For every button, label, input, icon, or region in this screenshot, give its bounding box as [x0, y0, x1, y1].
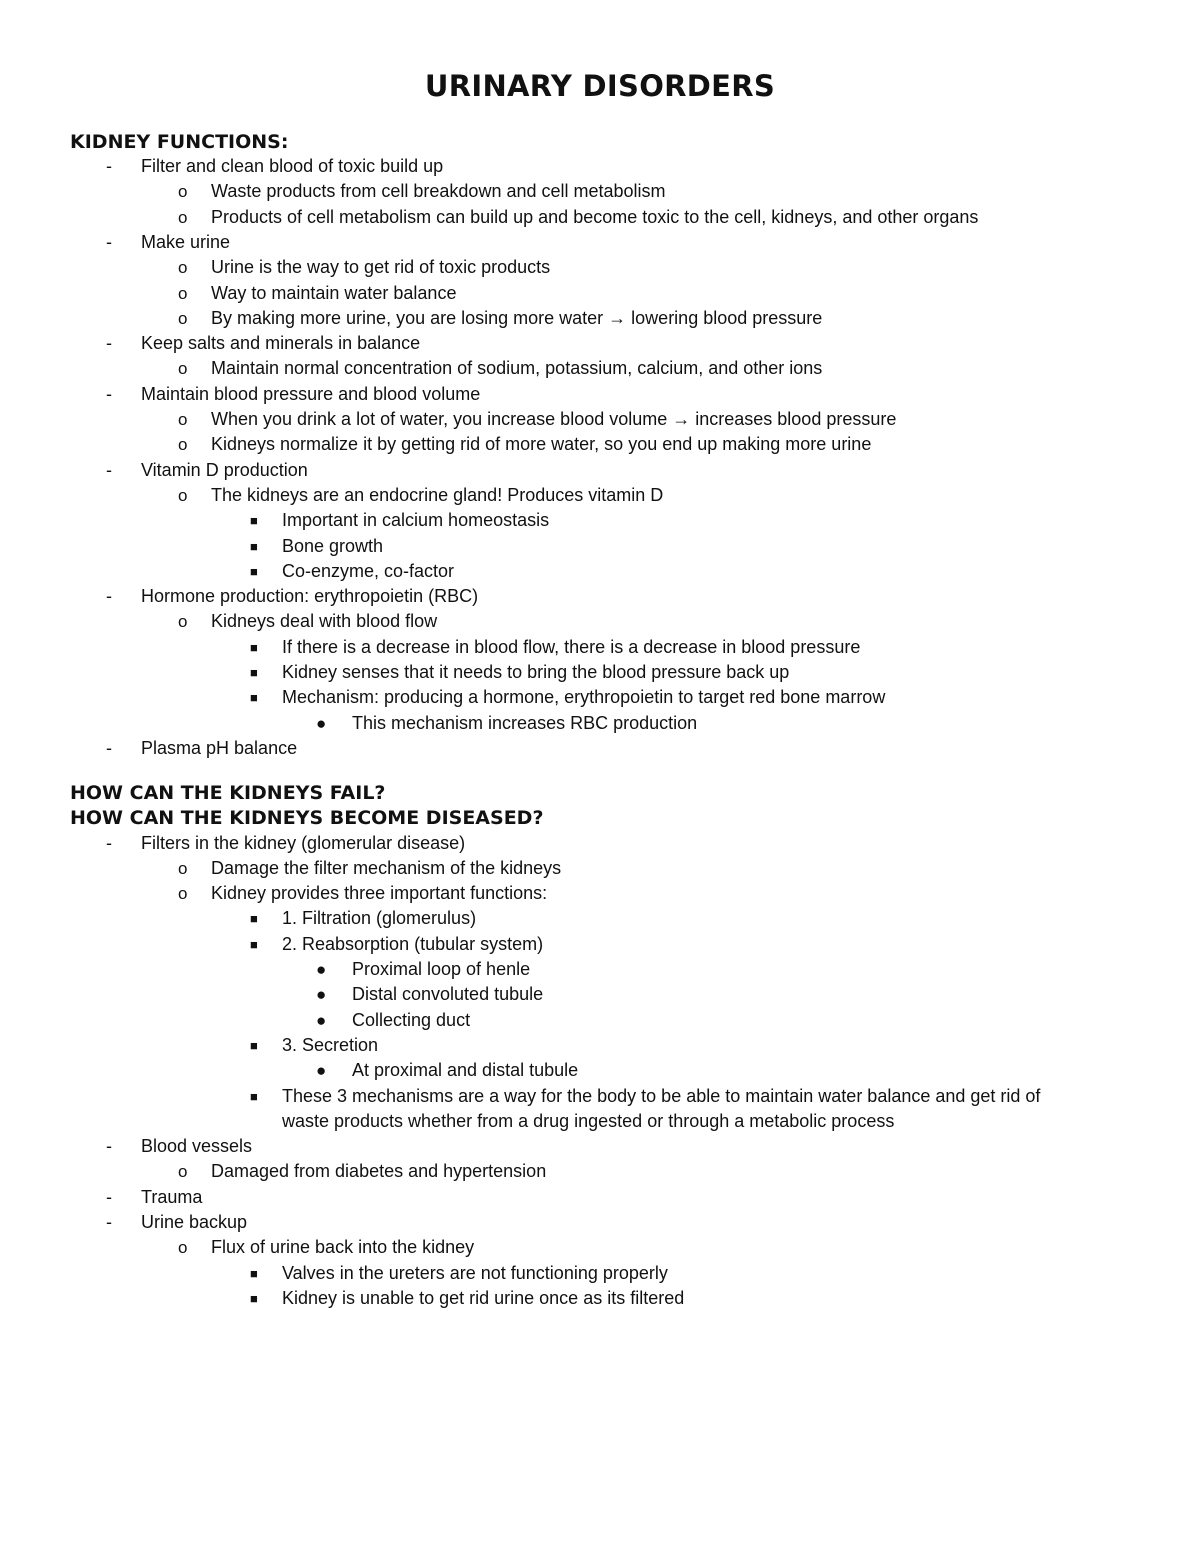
bullet-marker: ■ — [250, 690, 258, 706]
list-item — [0, 306, 1200, 331]
list-item — [0, 508, 1200, 533]
bullet-marker: o — [178, 435, 188, 455]
list-item-text: Products of cell metabolism can build up and become toxic to the cell, kidneys, and other organs — [211, 206, 979, 227]
list-item-text: Maintain normal concentration of sodium, potassium, calcium, and other ions — [211, 358, 823, 379]
list-item — [0, 281, 1200, 306]
list-item-text: Damaged from diabetes and hypertension — [211, 1161, 547, 1182]
bullet-marker: - — [106, 1136, 112, 1157]
bullet-marker: - — [106, 832, 112, 853]
bullet-marker: ■ — [250, 1088, 258, 1104]
list-item-text: Urine is the way to get rid of toxic products — [211, 257, 551, 278]
list-item-text: Proximal loop of henle — [352, 959, 531, 979]
list-item-text: Kidney is unable to get rid urine once as its filtered — [282, 1287, 685, 1308]
section-heading: HOW CAN THE KIDNEYS FAIL? — [70, 782, 386, 804]
list-item — [0, 255, 1200, 280]
list-item-text: Plasma pH balance — [141, 737, 298, 758]
list-item-text: The kidneys are an endocrine gland! Produces vitamin D — [211, 484, 664, 505]
bullet-marker: ■ — [250, 639, 258, 655]
list-item-text: Blood vessels — [141, 1136, 253, 1157]
list-item-text: Filters in the kidney (glomerular disease) — [141, 832, 466, 853]
bullet-marker: ■ — [250, 911, 258, 927]
section-heading: HOW CAN THE KIDNEYS BECOME DISEASED? — [70, 807, 544, 829]
list-item — [0, 534, 1200, 559]
list-item-text: Kidneys deal with blood flow — [211, 611, 438, 632]
list-item-text: These 3 mechanisms are a way for the body to be able to maintain water balance and get rid of waste products whether from a drug ingested or through a metabolic process — [282, 1085, 1041, 1131]
list-item — [0, 736, 1200, 761]
list-item-text: Mechanism: producing a hormone, erythropoietin to target red bone marrow — [282, 687, 886, 708]
bullet-marker: o — [178, 485, 188, 505]
list-item — [0, 1134, 1200, 1159]
list-item — [0, 1261, 1200, 1286]
list-item-text: 3. Secretion — [282, 1034, 379, 1055]
list-item-text: Urine backup — [141, 1212, 248, 1232]
list-item-text: Way to maintain water balance — [211, 282, 457, 303]
bullet-marker: ■ — [250, 1265, 258, 1281]
list-item — [0, 660, 1200, 685]
list-item — [0, 906, 1200, 931]
bullet-marker: o — [178, 884, 188, 904]
bullet-marker: o — [178, 410, 188, 429]
bullet-marker: ■ — [250, 936, 258, 952]
list-item-text: Bone growth — [282, 535, 384, 556]
list-item — [0, 957, 1200, 982]
bullet-marker: o — [178, 182, 188, 202]
bullet-marker: - — [106, 1212, 112, 1232]
bullet-marker: o — [178, 359, 188, 379]
bullet-marker: - — [106, 1186, 112, 1207]
list-item — [0, 831, 1200, 856]
list-item-text: This mechanism increases RBC production — [352, 712, 698, 733]
list-item-text: Filter and clean blood of toxic build up — [141, 156, 444, 176]
bullet-marker: ■ — [250, 1290, 258, 1306]
list-item-text: Make urine — [141, 231, 231, 252]
bullet-marker: ■ — [250, 1037, 258, 1053]
bullet-marker: ■ — [250, 538, 258, 554]
list-item-text: Kidney provides three important functions: — [211, 883, 548, 904]
bullet-marker: ● — [316, 1061, 327, 1081]
list-item — [0, 982, 1200, 1007]
bullet-marker: - — [106, 586, 112, 607]
list-item-text: If there is a decrease in blood flow, there is a decrease in blood pressure — [282, 636, 861, 657]
bullet-marker: ● — [316, 985, 327, 1005]
list-item — [0, 1008, 1200, 1033]
bullet-marker: ■ — [250, 513, 258, 529]
list-item-text: At proximal and distal tubule — [352, 1060, 579, 1081]
list-item — [0, 685, 1200, 710]
list-item — [0, 711, 1200, 736]
bullet-marker: o — [178, 1238, 188, 1258]
list-item — [0, 154, 1200, 179]
list-item-text: Important in calcium homeostasis — [282, 510, 550, 531]
list-item — [0, 1033, 1200, 1058]
list-item — [0, 179, 1200, 204]
list-item-text: Valves in the ureters are not functioning properly — [282, 1262, 668, 1283]
list-item — [0, 559, 1200, 584]
bullet-marker: ● — [316, 713, 327, 733]
bullet-marker: - — [106, 737, 112, 758]
list-item-text: Distal convoluted tubule — [352, 984, 544, 1005]
list-item — [0, 458, 1200, 483]
list-item-text: Flux of urine back into the kidney — [211, 1237, 475, 1258]
bullet-marker: o — [178, 258, 188, 278]
list-item — [0, 407, 1200, 432]
bullet-marker: ■ — [250, 563, 258, 579]
bullet-marker: - — [106, 156, 112, 176]
list-item — [0, 483, 1200, 508]
list-item — [0, 382, 1200, 407]
list-item — [0, 932, 1200, 957]
section-heading: KIDNEY FUNCTIONS: — [70, 131, 289, 153]
list-item — [0, 205, 1200, 230]
bullet-marker: - — [106, 383, 112, 404]
list-item — [0, 1084, 1200, 1135]
bullet-marker: - — [106, 459, 112, 480]
list-item — [0, 331, 1200, 356]
list-item — [0, 1058, 1200, 1083]
bullet-marker: ■ — [250, 665, 258, 680]
bullet-marker: o — [178, 858, 188, 878]
list-item-text: Hormone production: erythropoietin (RBC) — [141, 586, 479, 607]
list-item-text: Maintain blood pressure and blood volume — [141, 383, 481, 404]
bullet-marker: o — [178, 1162, 188, 1182]
bullet-marker: o — [178, 207, 188, 227]
list-item-text: Kidney senses that it needs to bring the blood pressure back up — [282, 662, 790, 682]
list-item-text: Vitamin D production — [141, 459, 308, 480]
list-item — [0, 230, 1200, 255]
document-title: URINARY DISORDERS — [424, 69, 776, 103]
list-item-text: Trauma — [141, 1186, 203, 1207]
list-item — [0, 356, 1200, 381]
bullet-marker: o — [178, 612, 188, 632]
list-item-text: 1. Filtration (glomerulus) — [282, 908, 477, 929]
list-item-text: By making more urine, you are losing more water → lowering blood pressure — [211, 307, 823, 328]
list-item — [0, 1210, 1200, 1235]
list-item — [0, 432, 1200, 457]
list-item-text: Co-enzyme, co-factor — [282, 560, 455, 581]
list-item — [0, 1235, 1200, 1260]
bullet-marker: - — [106, 231, 112, 252]
list-item-text: Waste products from cell breakdown and cell metabolism — [211, 181, 666, 202]
list-item — [0, 584, 1200, 609]
list-item-text: Damage the filter mechanism of the kidneys — [211, 857, 562, 878]
list-item — [0, 856, 1200, 881]
list-item-text: Kidneys normalize it by getting rid of more water, so you end up making more urine — [211, 434, 872, 455]
list-item-text: 2. Reabsorption (tubular system) — [282, 933, 544, 954]
bullet-marker: o — [178, 283, 188, 303]
bullet-marker: ● — [316, 1010, 327, 1030]
list-item — [0, 1286, 1200, 1311]
list-item — [0, 609, 1200, 634]
list-item — [0, 881, 1200, 906]
bullet-marker: - — [106, 333, 112, 354]
bullet-marker: o — [178, 308, 188, 328]
list-item — [0, 635, 1200, 660]
bullet-marker: ● — [316, 960, 327, 979]
list-item — [0, 1185, 1200, 1210]
list-item-text: Collecting duct — [352, 1009, 471, 1030]
list-item-text: When you drink a lot of water, you increase blood volume → increases blood pressure — [211, 409, 897, 429]
list-item — [0, 1159, 1200, 1184]
list-item-text: Keep salts and minerals in balance — [141, 333, 421, 354]
